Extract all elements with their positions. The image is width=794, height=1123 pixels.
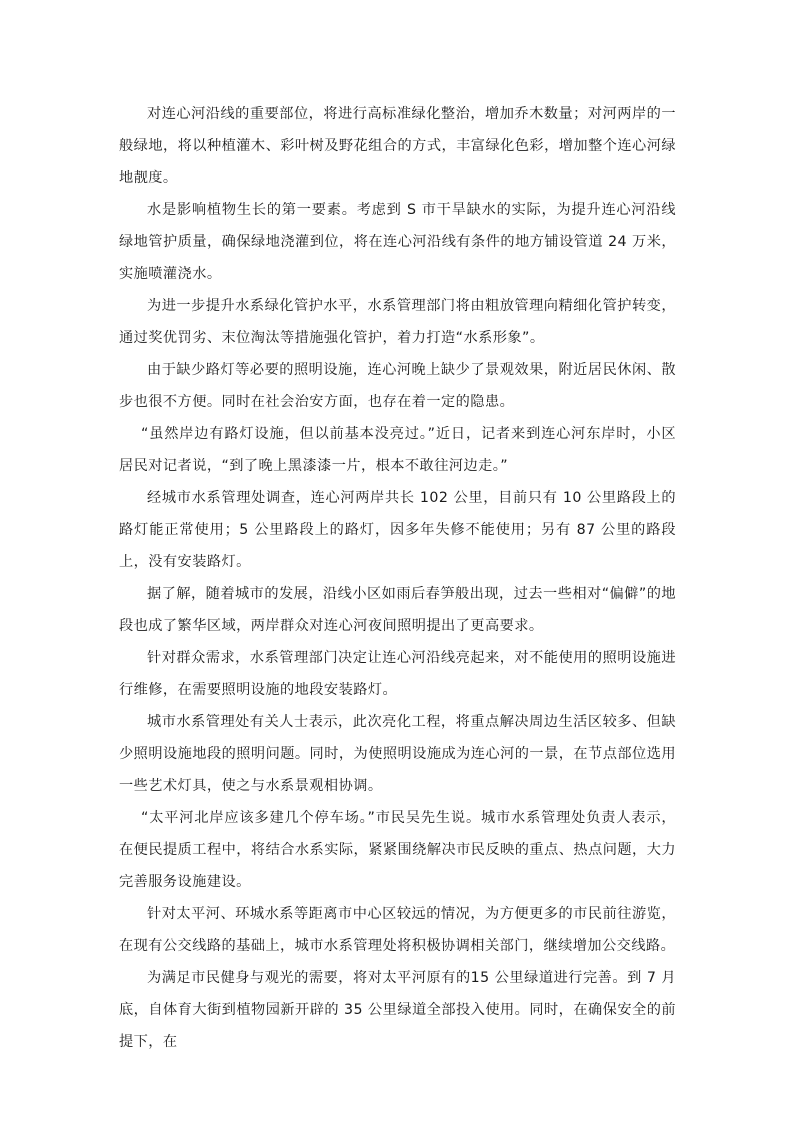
paragraph: 针对群众需求，水系管理部门决定让连心河沿线亮起来，对不能使用的照明设施进行维修，在需要照明设施的地段安装路灯。 xyxy=(119,650,676,698)
paragraph: 对连心河沿线的重要部位，将进行高标准绿化整治，增加乔木数量；对河两岸的一般绿地，将以种植灌木、彩叶树及野花组合的方式，丰富绿化色彩，增加整个连心河绿地靓度。 xyxy=(119,106,676,186)
paragraph: 由于缺少路灯等必要的照明设施，连心河晚上缺少了景观效果，附近居民休闲、散步也很不方便。同时在社会治安方面，也存在着一定的隐患。 xyxy=(119,362,676,410)
paragraph: 水是影响植物生长的第一要素。考虑到 S 市干旱缺水的实际，为提升连心河沿线绿地管护质量，确保绿地浇灌到位，将在连心河沿线有条件的地方铺设管道 24 万米，实施喷灌浇水。 xyxy=(119,202,676,282)
paragraph: 城市水系管理处有关人士表示，此次亮化工程，将重点解决周边生活区较多、但缺少照明设施地段的照明问题。同时，为使照明设施成为连心河的一景，在节点部位选用一些艺术灯具，使之与水系景观相协调。 xyxy=(119,714,676,794)
paragraph: “虽然岸边有路灯设施，但以前基本没亮过。”近日，记者来到连心河东岸时，小区居民对记者说，“到了晚上黑漆漆一片，根本不敢往河边走。” xyxy=(119,426,676,474)
paragraph: 为满足市民健身与观光的需要，将对太平河原有的15 公里绿道进行完善。到 7 月底，自体育大街到植物园新开辟的 35 公里绿道全部投入使用。同时，在确保安全的前提下，在 xyxy=(119,970,676,1050)
paragraph: 为进一步提升水系绿化管护水平，水系管理部门将由粗放管理向精细化管护转变，通过奖优罚劣、末位淘汰等措施强化管护，着力打造“水系形象”。 xyxy=(119,298,676,346)
paragraph: 据了解，随着城市的发展，沿线小区如雨后春笋般出现，过去一些相对“偏僻”的地段也成了繁华区域，两岸群众对连心河夜间照明提出了更高要求。 xyxy=(119,586,676,634)
paragraph: 经城市水系管理处调查，连心河两岸共长 102 公里，目前只有 10 公里路段上的路灯能正常使用；5 公里路段上的路灯，因多年失修不能使用；另有 87 公里的路段上，没有安装路灯。 xyxy=(119,490,676,570)
paragraph: 针对太平河、环城水系等距离市中心区较远的情况，为方便更多的市民前往游览，在现有公交线路的基础上，城市水系管理处将积极协调相关部门，继续增加公交线路。 xyxy=(119,906,676,954)
document-body xyxy=(119,98,676,1058)
paragraph: “太平河北岸应该多建几个停车场。”市民吴先生说。城市水系管理处负责人表示，在便民提质工程中，将结合水系实际，紧紧围绕解决市民反映的重点、热点问题，大力完善服务设施建设。 xyxy=(119,810,676,890)
